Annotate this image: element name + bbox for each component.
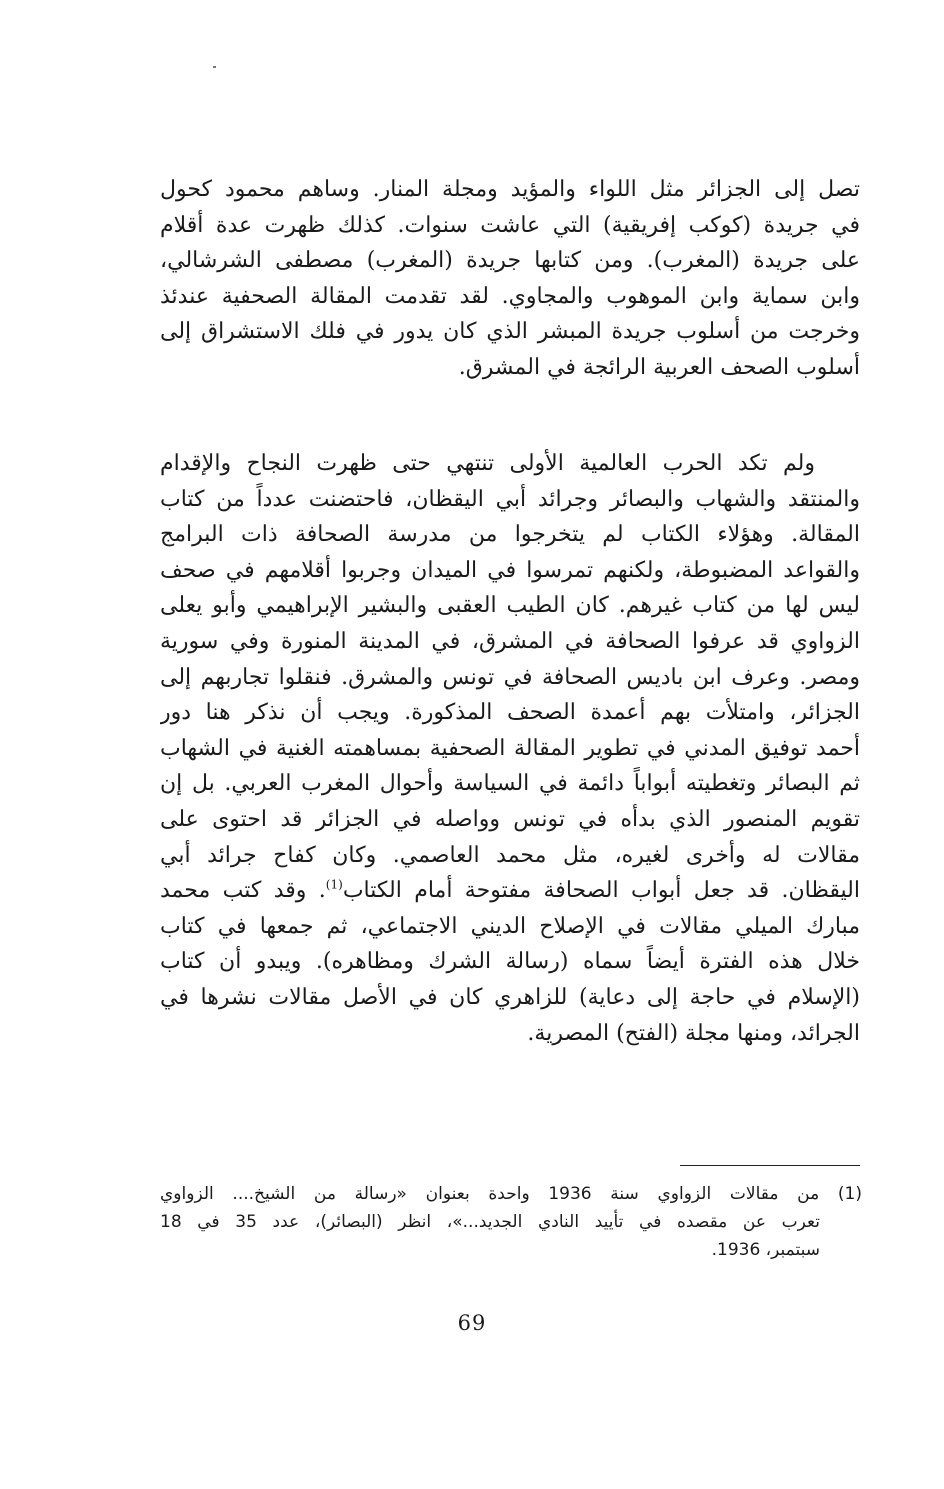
text-line: الزواوي قد عرفوا الصحافة في المشرق، في المدينة المنورة وفي سورية bbox=[160, 628, 860, 654]
text-line: ومصر. وعرف ابن باديس الصحافة في تونس والمشرق. فنقلوا تجاربهم إلى bbox=[160, 664, 860, 690]
paragraph-2 bbox=[160, 446, 860, 1051]
text-line: في جريدة (كوكب إفريقية) التي عاشت سنوات. كذلك ظهرت عدة أقلام bbox=[160, 212, 860, 238]
paragraph-1 bbox=[160, 172, 860, 386]
text-line: وابن سماية وابن الموهوب والمجاوي. لقد تقدمت المقالة الصحفية عندئذ bbox=[160, 283, 860, 309]
footnote-line: تعرب عن مقصده في تأييد النادي الجديد...»، انظر (البصائر)، عدد 35 في 18 bbox=[160, 1212, 820, 1232]
text-line: أسلوب الصحف العربية الرائجة في المشرق. bbox=[458, 354, 860, 380]
text-line: المقالة. وهؤلاء الكتاب لم يتخرجوا من مدرسة الصحافة ذات البرامج bbox=[160, 522, 860, 548]
footnote bbox=[160, 1180, 862, 1264]
footnote-reference: (1) bbox=[325, 877, 343, 892]
text-line: مبارك الميلي مقالات في الإصلاح الديني الاجتماعي، ثم جمعها في كتاب bbox=[160, 913, 860, 939]
text-line: الجرائد، ومنها مجلة (الفتح) المصرية. bbox=[527, 1020, 860, 1046]
text-line: أحمد توفيق المدني في تطوير المقالة الصحفية بمساهمته الغنية في الشهاب bbox=[160, 735, 860, 761]
text-line: والقواعد المضبوطة، ولكنهم تمرسوا في الميدان وجربوا أقلامهم في صحف bbox=[160, 557, 860, 583]
footnote-line: سبتمبر، 1936. bbox=[711, 1240, 820, 1260]
text-line: تقويم المنصور الذي بدأه في تونس وواصله في الجزائر قد احتوى على bbox=[160, 806, 860, 832]
footnote-divider bbox=[680, 1165, 860, 1166]
text-line-with-footnote-ref bbox=[160, 873, 860, 909]
scan-speck bbox=[213, 66, 216, 68]
text-segment: . وقد كتب محمد bbox=[160, 878, 326, 904]
text-segment: اليقظان. قد جعل أبواب الصحافة مفتوحة أمام الكتاب bbox=[342, 878, 860, 904]
text-line: على جريدة (المغرب). ومن كتابها جريدة (المغرب) مصطفى الشرشالي، bbox=[160, 248, 860, 274]
page-number: 69 bbox=[457, 1311, 487, 1335]
text-line: خلال هذه الفترة أيضاً سماه (رسالة الشرك ومظاهره). ويبدو أن كتاب bbox=[160, 949, 860, 975]
text-line: ولم تكد الحرب العالمية الأولى تنتهي حتى ظهرت النجاح والإقدام bbox=[160, 451, 815, 476]
text-line: (الإسلام في حاجة إلى دعاية) للزاهري كان في الأصل مقالات نشرها في bbox=[160, 984, 860, 1010]
text-line: والمنتقد والشهاب والبصائر وجرائد أبي اليقظان، فاحتضنت عدداً من كتاب bbox=[160, 486, 860, 512]
text-line: مقالات له وأخرى لغيره، مثل محمد العاصمي. وكان كفاح جرائد أبي bbox=[160, 842, 860, 868]
text-line: ثم البصائر وتغطيته أبواباً دائمة في السياسة وأحوال المغرب العربي. بل إن bbox=[160, 771, 860, 797]
text-line: وخرجت من أسلوب جريدة المبشر الذي كان يدور في فلك الاستشراق إلى bbox=[160, 319, 860, 345]
text-line: ليس لها من كتاب غيرهم. كان الطيب العقبى والبشير الإبراهيمي وأبو يعلى bbox=[160, 593, 860, 619]
text-line: تصل إلى الجزائر مثل اللواء والمؤيد ومجلة المنار. وساهم محمود كحول bbox=[160, 177, 860, 202]
text-line: الجزائر، وامتلأت بهم أعمدة الصحف المذكورة. ويجب أن نذكر هنا دور bbox=[160, 700, 860, 726]
footnote-line: (1) من مقالات الزواوي سنة 1936 واحدة بعنوان «رسالة من الشيخ.... الزواوي bbox=[160, 1184, 862, 1204]
